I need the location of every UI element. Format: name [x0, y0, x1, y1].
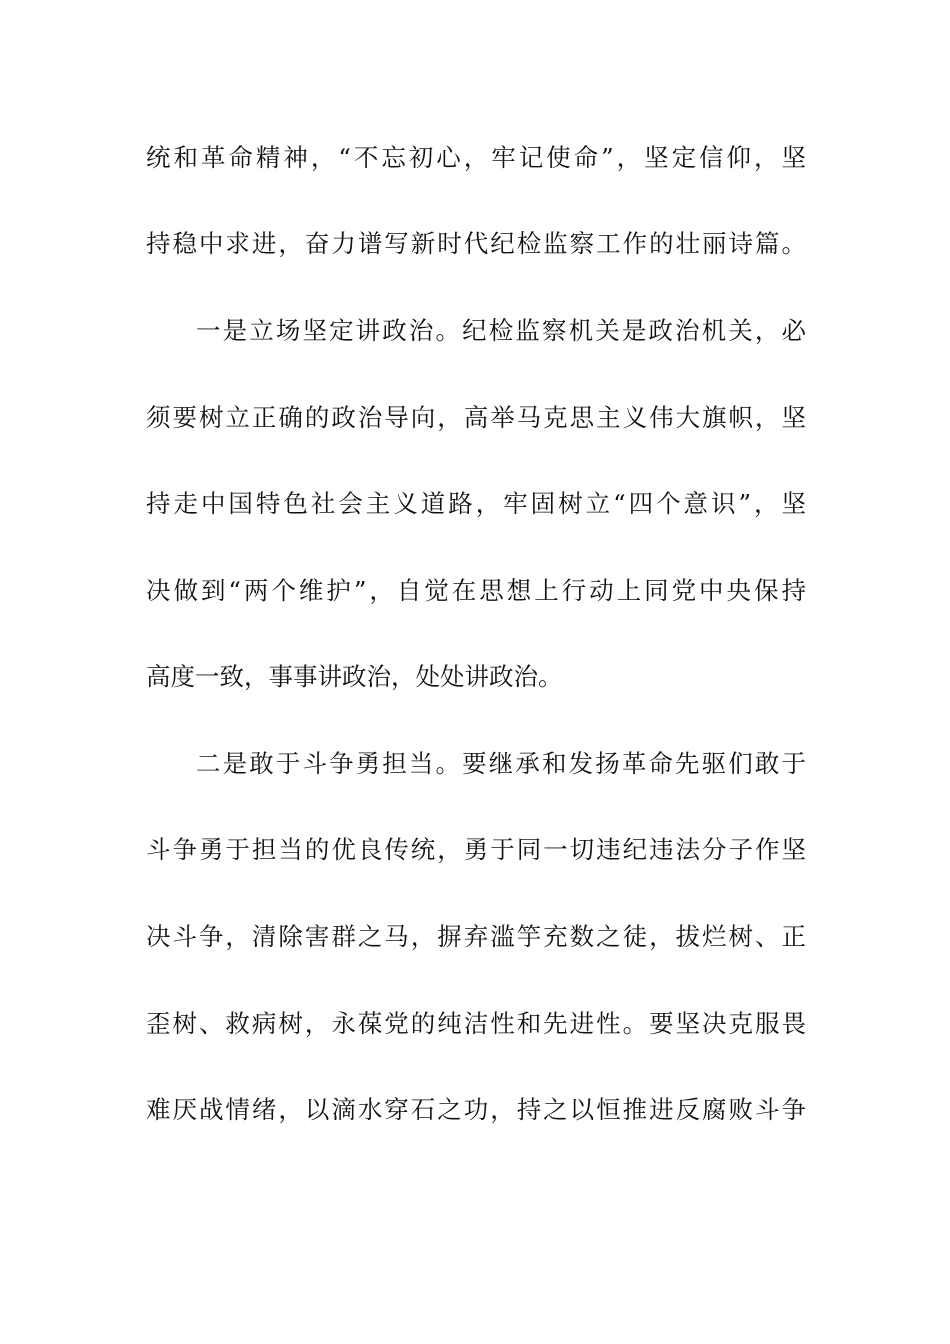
- paragraph-first-line: 一是立场坚定讲政治。纪检监察机关是政治机关，必: [196, 316, 806, 345]
- paragraph-last-line: 高度一致，事事讲政治，处处讲政治。: [146, 662, 563, 691]
- text-line: 统和革命精神，“不忘初心，牢记使命”，坚定信仰，坚: [146, 143, 806, 172]
- text-line: 斗争勇于担当的优良传统，勇于同一切违纪违法分子作坚: [146, 835, 806, 864]
- text-line: 决斗争，清除害群之马，摒弃滥竽充数之徒，拔烂树、正: [146, 922, 806, 951]
- text-line: 持走中国特色社会主义道路，牢固树立“四个意识”，坚: [146, 489, 806, 518]
- text-line: 须要树立正确的政治导向，高举马克思主义伟大旗帜，坚: [146, 403, 806, 432]
- text-line: 歪树、救病树，永葆党的纯洁性和先进性。要坚决克服畏: [146, 1009, 806, 1038]
- text-line: 持稳中求进，奋力谱写新时代纪检监察工作的壮丽诗篇。: [146, 229, 806, 258]
- text-line: 难厌战情绪，以滴水穿石之功，持之以恒推进反腐败斗争: [146, 1095, 806, 1124]
- paragraph-first-line: 二是敢于斗争勇担当。要继承和发扬革命先驱们敢于: [196, 749, 806, 778]
- text-line: 决做到“两个维护”，自觉在思想上行动上同党中央保持: [146, 576, 806, 605]
